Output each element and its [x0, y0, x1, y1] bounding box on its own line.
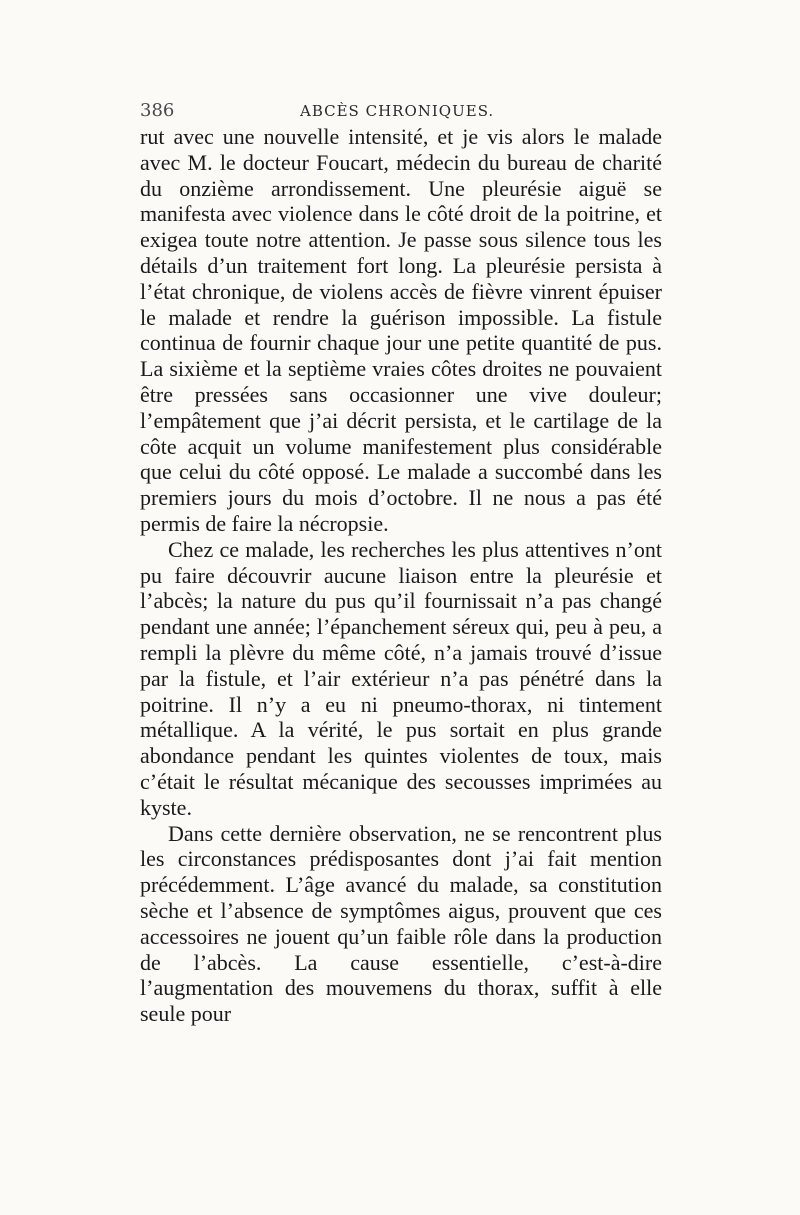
paragraph-continuation: rut avec une nouvelle intensité, et je vis alors le malade avec M. le docteur Foucart, médecin du bureau de charité du onzième arrondissement. Une pleurésie aiguë se manifesta avec violence dans le côté droit de la poitrine, et exigea toute notre attention. Je passe sous silence tous les détails d’un traitement fort long. La pleurésie persista à l’état chronique, de violens accès de fièvre vinrent épuiser le malade et rendre la guérison impossible. La fistule continua de fournir chaque jour une petite quantité de pus. La sixième et la septième vraies côtes droites ne pouvaient être pressées sans occasionner une vive douleur; l’empâtement que j’ai décrit persista, et le cartilage de la côte acquit un volume manifestement plus considérable que celui du côté opposé. Le malade a succombé dans les premiers jours du mois d’octobre. Il ne nous a pas été permis de faire la nécropsie. [140, 124, 662, 536]
page-number: 386 [140, 100, 175, 121]
page-header [140, 100, 660, 124]
paragraph: Dans cette dernière observation, ne se rencontrent plus les circonstances prédisposantes dont j’ai fait mention précédemment. L’âge avancé du malade, sa constitution sèche et l’absence de symptômes aigus, prouvent que ces accessoires ne jouent qu’un faible rôle dans la production de l’abcès. La cause essentielle, c’est-à-dire l’augmentation des mouvemens du thorax, suffit à elle seule pour [140, 820, 662, 1027]
running-head: ABCÈS CHRONIQUES. [300, 102, 495, 120]
paragraph: Chez ce malade, les recherches les plus attentives n’ont pu faire découvrir aucune liaison entre la pleurésie et l’abcès; la nature du pus qu’il fournissait n’a pas changé pendant une année; l’épanchement séreux qui, peu à peu, a rempli la plèvre du même côté, n’a jamais trouvé d’issue par la fistule, et l’air extérieur n’a pas pénétré dans la poitrine. Il n’y a eu ni pneumo-thorax, ni tintement métallique. A la vérité, le pus sortait en plus grande abondance pendant les quintes violentes de toux, mais c’était le résultat mécanique des secousses imprimées au kyste. [140, 536, 662, 820]
body-text [140, 124, 662, 1027]
